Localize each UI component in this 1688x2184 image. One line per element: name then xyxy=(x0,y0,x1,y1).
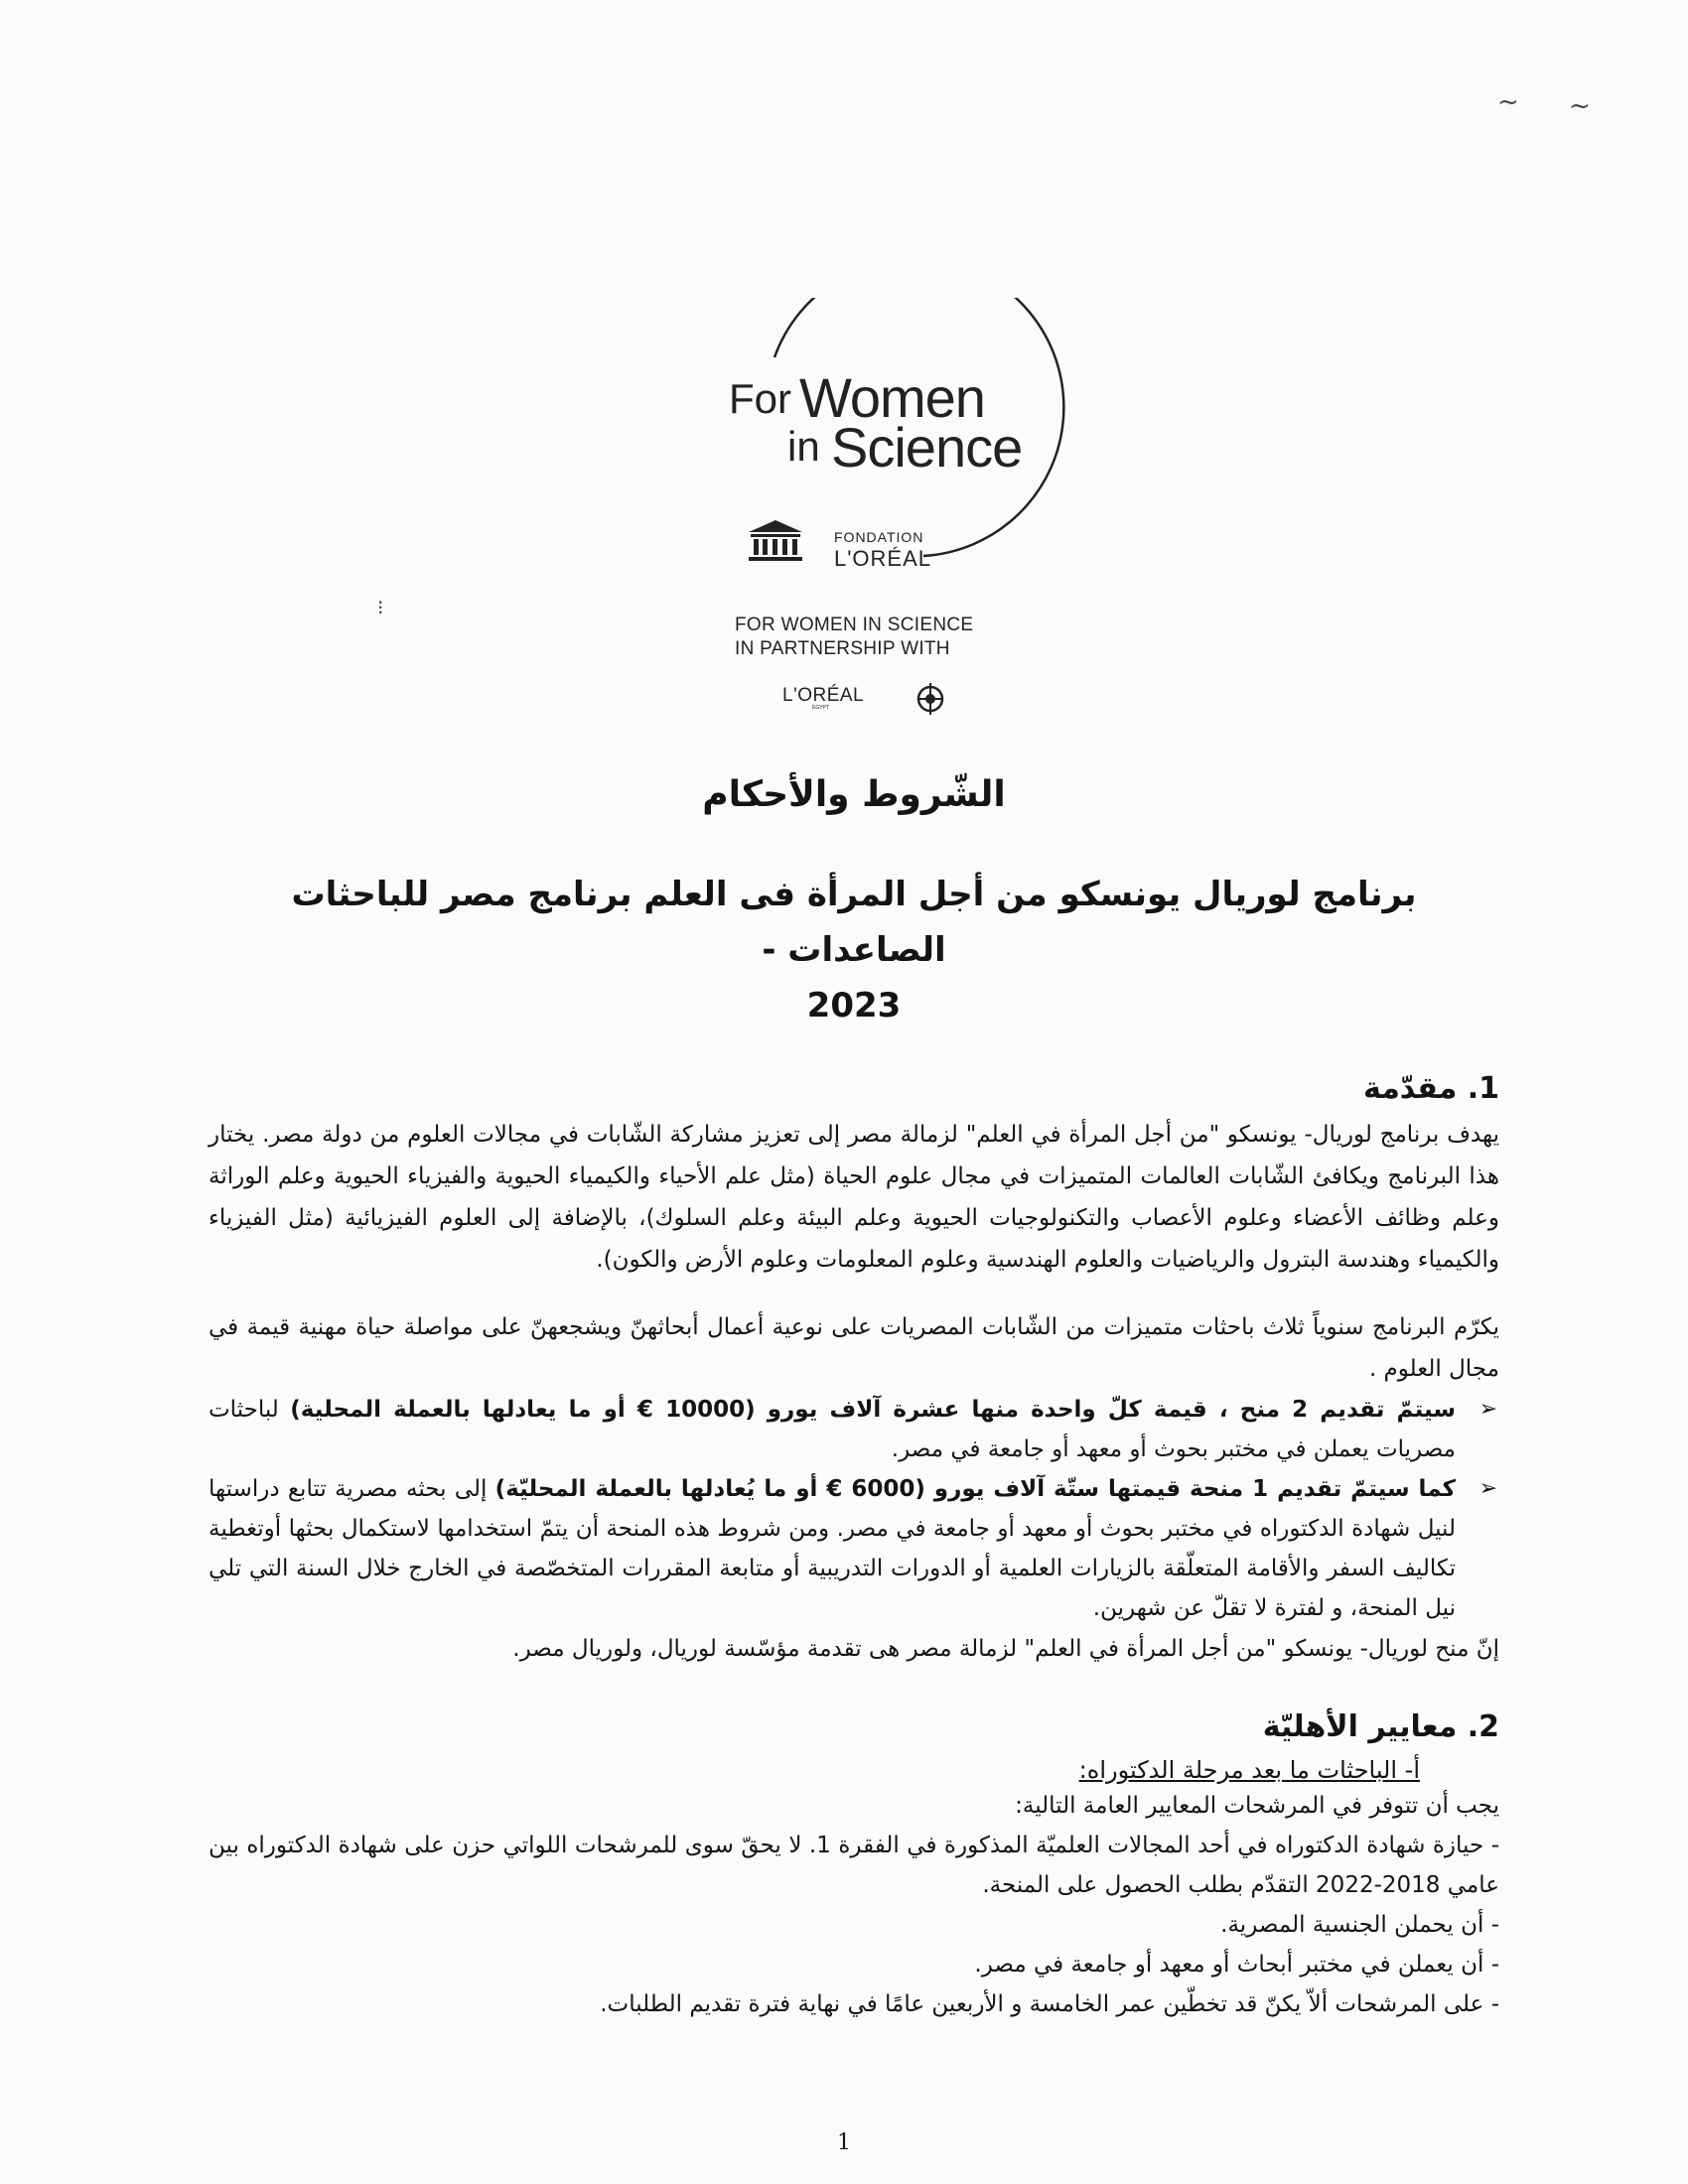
partnership-line-2: IN PARTNERSHIP WITH xyxy=(735,638,950,659)
loreal-egypt-sub: EGYPT xyxy=(812,705,829,711)
grant-item-text: لباحثات مصريات يعملن في مختبر بحوث أو معهد أو جامعة في مصر. xyxy=(209,1397,1456,1462)
grant-list xyxy=(209,1390,1499,1628)
program-title-line-2: 2023 xyxy=(806,986,902,1025)
program-title xyxy=(209,867,1499,1033)
grant-item xyxy=(209,1390,1456,1469)
section-2-subheading: أ- الباحثات ما بعد مرحلة الدكتوراه: xyxy=(1078,1756,1420,1784)
program-title-line-1: برنامج لوريال يونسكو من أجل المرأة فى العلم برنامج مصر للباحثات الصاعدات - xyxy=(291,875,1417,970)
grant-item-bold: كما سيتمّ تقديم 1 منحة قيمتها ستّة آلاف يورو (6000 € أو ما يُعادلها بالعملة المحليّة) xyxy=(494,1476,1456,1502)
eligibility-item: - أن يعملن في مختبر أبحاث أو معهد أو جامعة في مصر. xyxy=(974,1952,1499,1978)
eligibility-item: - أن يحملن الجنسية المصرية. xyxy=(1220,1912,1499,1938)
scan-mark: ⁝ xyxy=(377,596,384,619)
logo-text-science: Science xyxy=(831,416,1023,478)
section-1-heading: 1. مقدّمة xyxy=(1363,1071,1499,1106)
logo-text-for: For xyxy=(729,375,791,422)
grant-item-text: إلى بحثه مصرية تتابع دراستها لنيل شهادة الدكتوراه في مختبر بحوث أو معهد أو جامعة في مصر. ومن شروط هذه المنحة أن يتمّ استخدامها لاستكمال بحثها أوتغطية تكاليف السفر والأقامة المتعلّقة بالزيارات العلمية أو الدورات التدريبية أو متابعة المقررات المتخصّصة في الخارج خلال السنة التي تلي نيل المنحة، و لفترة لا تقلّ عن شهرين. xyxy=(209,1476,1456,1621)
logo-text-in: in xyxy=(787,423,820,470)
section-2-heading: 2. معايير الأهليّة xyxy=(1262,1709,1499,1744)
page-number: 1 xyxy=(837,2130,851,2155)
section-1-paragraph-1: يهدف برنامج لوريال- يونسكو "من أجل المرأة في العلم" لزمالة مصر إلى تعزيز مشاركة الشّابات في مجالات العلوم من دولة مصر. يختار هذا البرنامج ويكافئ الشّابات العالمات المتميزات في مجال علوم الحياة (مثل علم الأحياء والكيمياء الحيوية والفيزياء الحيوية وعلم الوراثة وعلم وظائف الأعضاء وعلوم الأعصاب والتكنولوجيات الحيوية وعلم البيئة وعلم السلوك)، بالإضافة إلى العلوم الفيزيائية (مثل الفيزياء والكيمياء وهندسة البترول والرياضيات والعلوم الهندسية وعلوم المعلومات وعلوم الأرض والكون). xyxy=(209,1122,1499,1273)
emblem-icon xyxy=(914,679,947,719)
document-body xyxy=(209,774,1499,2024)
page-title: الشّروط والأحكام xyxy=(702,774,1006,815)
loreal-egypt-logo: L'ORÉAL xyxy=(782,685,865,706)
eligibility-item: - حيازة شهادة الدكتوراه في أحد المجالات العلميّة المذكورة في الفقرة 1. لا يحقّ سوى للمرشحات اللواتي حزن على شهادة الدكتوراه بين عامي 2018-2022 التقدّم بطلب الحصول على المنحة. xyxy=(209,1833,1499,1898)
scan-mark: ~ xyxy=(1569,91,1591,121)
section-1-paragraph-2: يكرّم البرنامج سنوياً ثلاث باحثات متميزات من الشّابات المصريات على نوعية أعمال أبحاثهنّ ويشجعهنّ على مواصلة حياة مهنية قيمة في مجال العلوم . xyxy=(209,1314,1499,1382)
loreal-label: L'ORÉAL xyxy=(834,546,932,571)
logo-text-women: Women xyxy=(799,366,985,429)
eligibility-intro: يجب أن تتوفر في المرشحات المعايير العامة التالية: xyxy=(1015,1793,1499,1819)
eligibility-item: - على المرشحات ألاّ يكنّ قد تخطّين عمر الخامسة و الأربعين عامًا في نهاية فترة تقديم الطلبات. xyxy=(600,1991,1499,2017)
partnership-block xyxy=(735,614,1072,711)
section-1-closing: إنّ منح لوريال- يونسكو "من أجل المرأة في العلم" لزمالة مصر هى تقدمة مؤسّسة لوريال، ولوريال مصر. xyxy=(512,1636,1499,1662)
grant-item xyxy=(209,1469,1456,1628)
fondation-label: FONDATION xyxy=(834,529,924,545)
for-women-in-science-logo xyxy=(695,298,1072,596)
scan-mark: ~ xyxy=(1497,87,1519,117)
grant-item-bold: سيتمّ تقديم 2 منح ، قيمة كلّ واحدة منها عشرة آلاف يورو (10000 € أو ما يعادلها بالعملة المحلية) xyxy=(290,1397,1456,1423)
partnership-line-1: FOR WOMEN IN SCIENCE xyxy=(735,614,974,635)
unesco-temple-icon xyxy=(745,518,806,564)
